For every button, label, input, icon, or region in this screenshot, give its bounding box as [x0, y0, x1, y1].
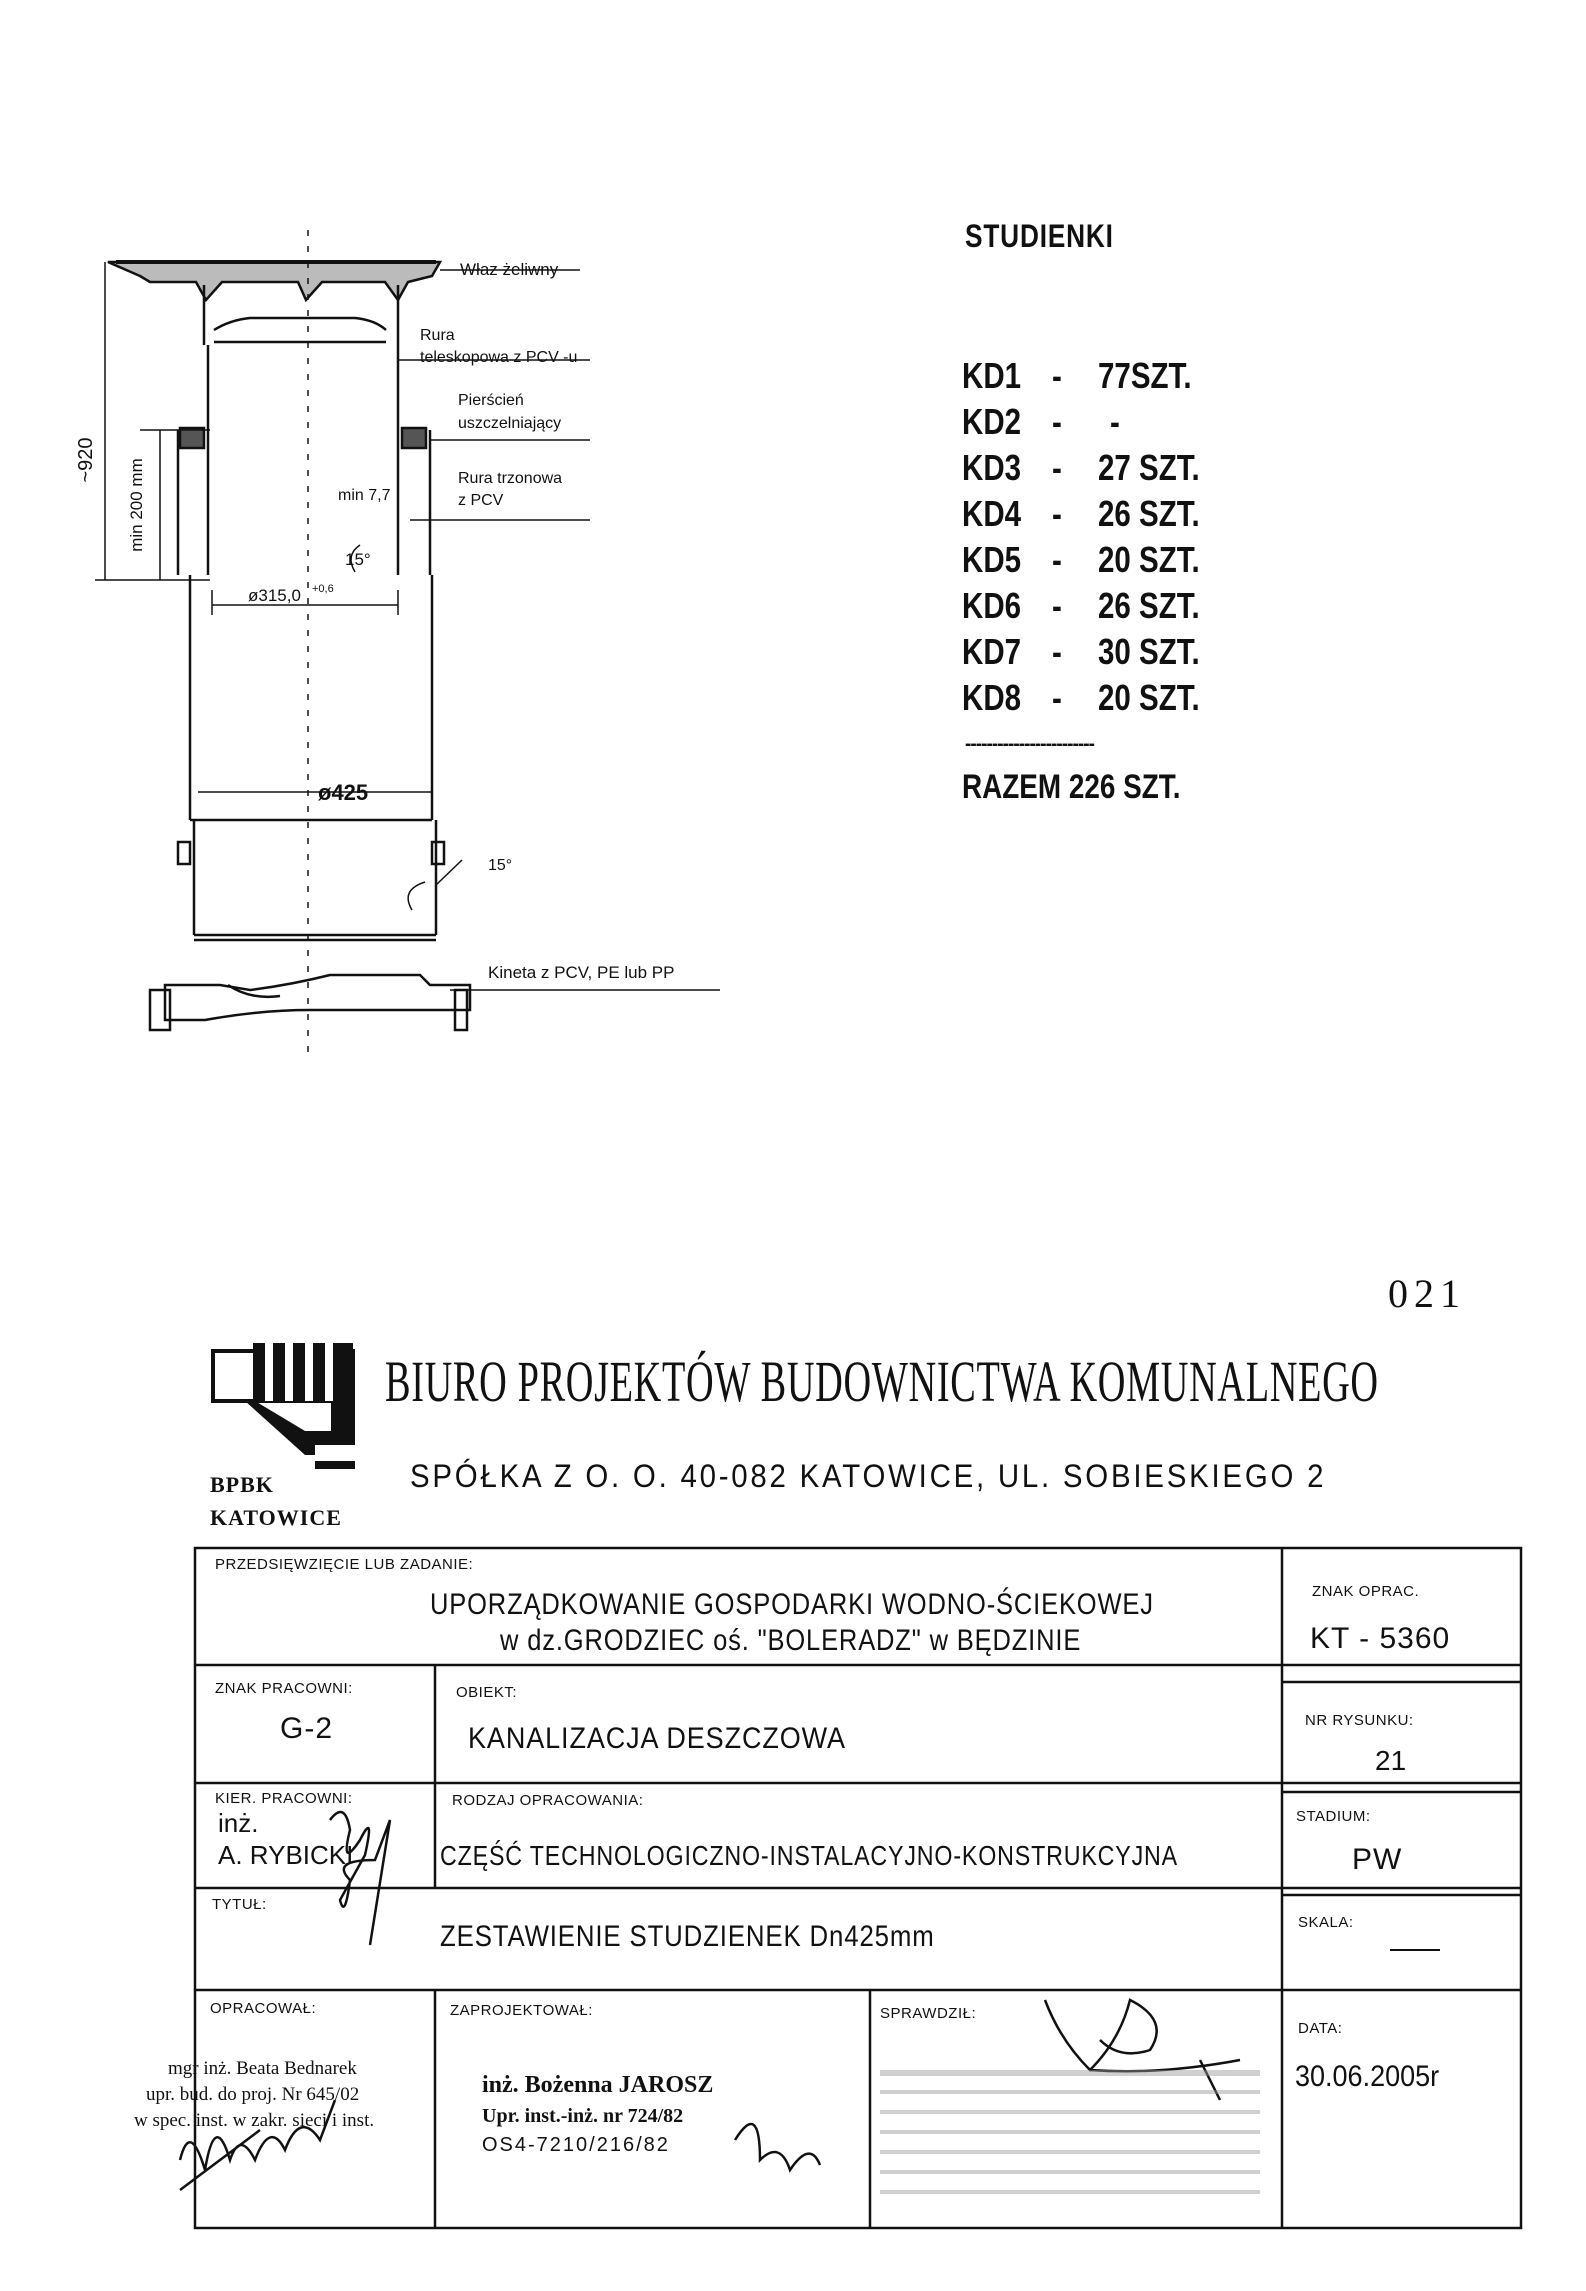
list-item-kd5: KD5 - 20 SZT. [962, 539, 1200, 580]
opracowal-line1: mgr inż. Beata Bednarek [168, 2058, 357, 2079]
label-shaft-1: Rura trzonowa [458, 470, 563, 487]
sprawdzil-label: SPRAWDZIŁ: [880, 2005, 977, 2022]
zaprojektowal-line2: Upr. inst.-inż. nr 724/82 [482, 2105, 684, 2127]
dim-min77: min 7,7 [338, 487, 391, 504]
przedsiewziecie-line2: w dz.GRODZIEC oś. "BOLERADZ" w BĘDZINIE [500, 1624, 1082, 1657]
znak-oprac-label: ZNAK OPRAC. [1312, 1583, 1420, 1600]
dim-d315: ø315,0 [248, 586, 301, 605]
przedsiewziecie-label: PRZEDSIĘWZIĘCIE LUB ZADANIE: [215, 1556, 474, 1573]
label-telescopic-2: teleskopowa z PCV -u [420, 349, 578, 366]
zaprojektowal-line3: OS4-7210/216/82 [482, 2134, 670, 2156]
list-item-qty: 20 SZT. [1098, 539, 1200, 580]
list-item-qty: 20 SZT. [1098, 677, 1200, 718]
znak-pracowni-value: G-2 [280, 1712, 334, 1745]
stadium-label: STADIUM: [1296, 1808, 1371, 1825]
label-shaft-2: z PCV [458, 492, 504, 509]
label-telescopic-1: Rura [420, 327, 455, 344]
list-item-kd6: KD6 - 26 SZT. [962, 585, 1200, 626]
list-item-qty: 26 SZT. [1098, 493, 1200, 534]
data-label: DATA: [1298, 2020, 1343, 2037]
rodzaj-label: RODZAJ OPRACOWANIA: [452, 1792, 644, 1809]
dim-d425: ø425 [318, 780, 369, 805]
kier-value1: inż. [218, 1808, 259, 1838]
page-number: 021 [1388, 1271, 1466, 1316]
list-item-kd8: KD8 - 20 SZT. [962, 677, 1200, 718]
zaprojektowal-line1: inż. Bożenna JAROSZ [482, 2072, 714, 2098]
list-item-qty: 30 SZT. [1098, 631, 1200, 672]
dim-min-200: min 200 mm [127, 458, 146, 552]
tytul-label: TYTUŁ: [212, 1896, 267, 1913]
tytul-value: ZESTAWIENIE STUDZIENEK Dn425mm [440, 1920, 935, 1953]
logo-abbr: BPBK [210, 1472, 274, 1497]
stadium-value: PW [1352, 1843, 1403, 1876]
skala-label: SKALA: [1298, 1914, 1354, 1931]
logo-city: KATOWICE [210, 1505, 342, 1530]
label-seal-1: Pierścień [458, 392, 524, 409]
list-item-code: KD4 [962, 493, 1022, 534]
nr-rysunku-label: NR RYSUNKU: [1305, 1712, 1414, 1729]
znak-pracowni-label: ZNAK PRACOWNI: [215, 1680, 353, 1697]
dim-angle-bottom: 15° [488, 857, 513, 874]
company-address: SPÓŁKA Z O. O. 40-082 KATOWICE, UL. SOBIESKIEGO 2 [410, 1458, 1327, 1494]
list-item-kd3: KD3 - 27 SZT. [962, 447, 1200, 488]
opracowal-label: OPRACOWAŁ: [210, 2000, 317, 2017]
dim-total: ~920 [75, 437, 97, 483]
przedsiewziecie-line1: UPORZĄDKOWANIE GOSPODARKI WODNO-ŚCIEKOWEJ [430, 1588, 1154, 1621]
list-item-qty: - [1110, 401, 1120, 442]
zaprojektowal-label: ZAPROJEKTOWAŁ: [450, 2002, 593, 2019]
list-item-qty: 27 SZT. [1098, 447, 1200, 488]
list-item-code: KD7 [962, 631, 1022, 672]
label-kineta: Kineta z PCV, PE lub PP [488, 963, 675, 982]
opracowal-line3: w spec. inst. w zakr. sieci i inst. [134, 2110, 375, 2131]
obiekt-value: KANALIZACJA DESZCZOWA [468, 1722, 846, 1755]
list-item-qty: 77SZT. [1098, 355, 1192, 396]
label-seal-2: uszczelniający [458, 415, 562, 432]
dim-angle-top: 15° [345, 550, 371, 569]
list-item-code: KD3 [962, 447, 1022, 488]
dim-d315-tol: +0,6 [312, 583, 334, 595]
list-item-code: KD6 [962, 585, 1022, 626]
list-item-kd7: KD7 - 30 SZT. [962, 631, 1200, 672]
nr-rysunku-value: 21 [1375, 1745, 1407, 1776]
list-item-code: KD5 [962, 539, 1022, 580]
list-item-kd2: KD2 - - [962, 401, 1120, 442]
list-total: RAZEM 226 SZT. [962, 768, 1181, 806]
kier-value2: A. RYBICKI [218, 1840, 354, 1870]
data-value: 30.06.2005r [1295, 2060, 1440, 2093]
list-item-kd1: KD1 - 77SZT. [962, 355, 1192, 396]
list-item-kd4: KD4 - 26 SZT. [962, 493, 1200, 534]
list-item-code: KD1 [962, 355, 1022, 396]
list-separator: ------------------------ [965, 733, 1095, 755]
rodzaj-value: CZĘŚĆ TECHNOLOGICZNO-INSTALACYJNO-KONSTRUKCYJNA [440, 1840, 1179, 1871]
company-name: BIURO PROJEKTÓW BUDOWNICTWA KOMUNALNEGO [385, 1349, 1379, 1414]
label-manhole-cover: Właz żeliwny [460, 260, 559, 279]
obiekt-label: OBIEKT: [456, 1684, 518, 1701]
studienki-title: STUDIENKI [965, 218, 1114, 254]
opracowal-line2: upr. bud. do proj. Nr 645/02 [146, 2084, 360, 2105]
kier-label: KIER. PRACOWNI: [215, 1790, 353, 1807]
list-item-code: KD2 [962, 401, 1022, 442]
list-item-code: KD8 [962, 677, 1022, 718]
znak-oprac-value: KT - 5360 [1310, 1622, 1451, 1655]
list-item-qty: 26 SZT. [1098, 585, 1200, 626]
